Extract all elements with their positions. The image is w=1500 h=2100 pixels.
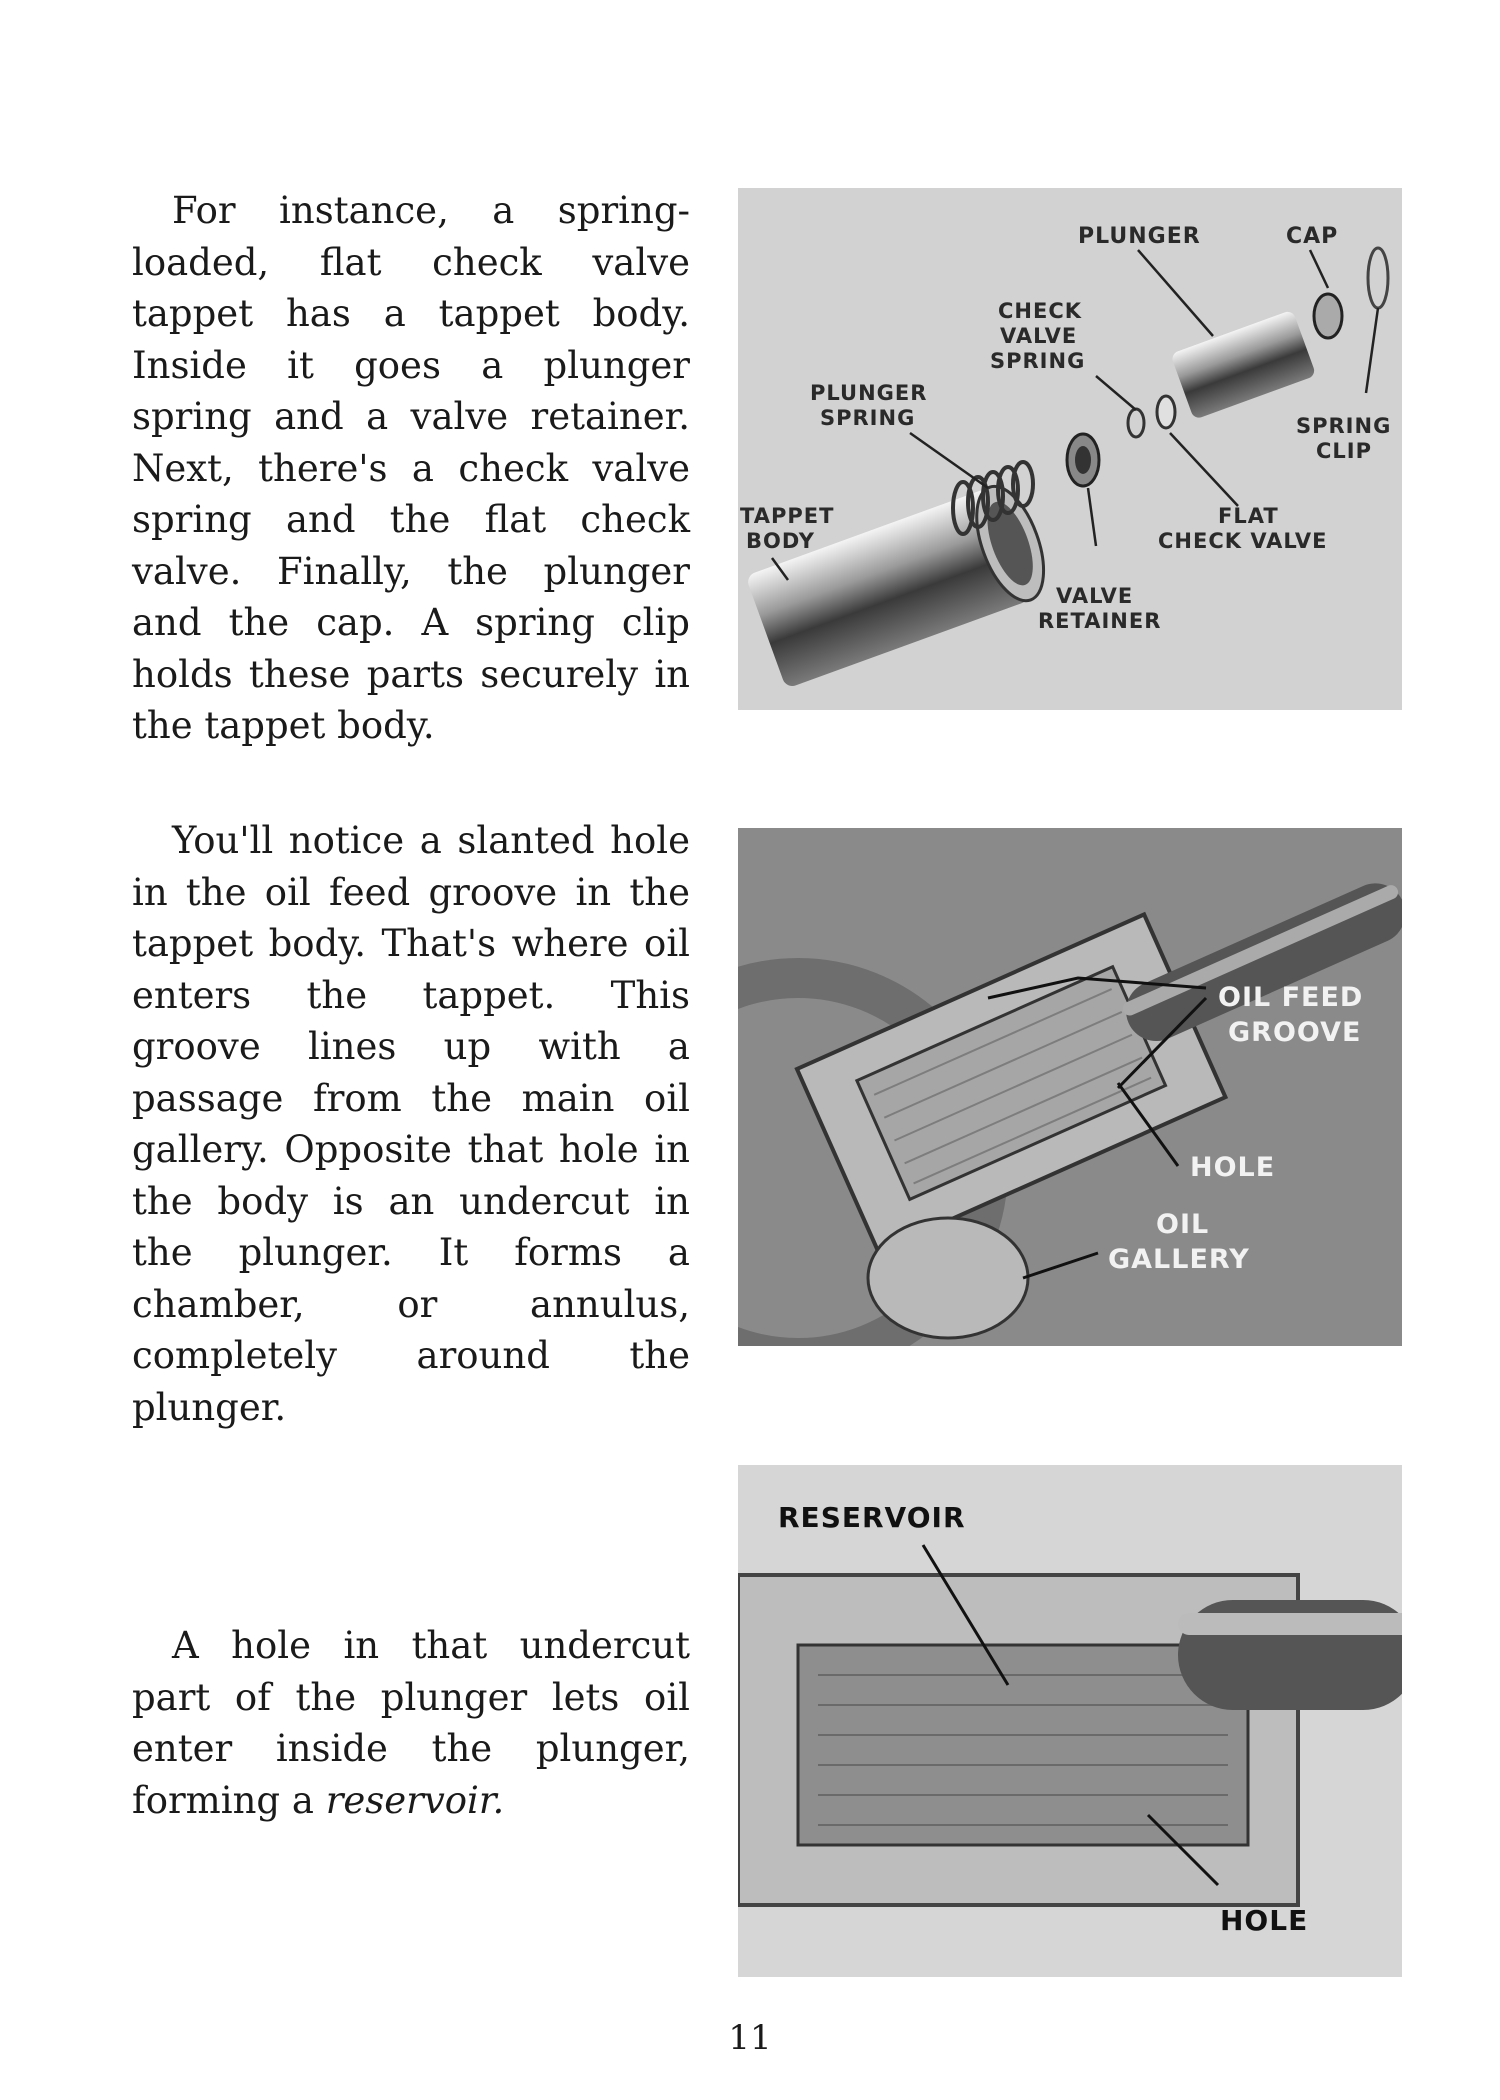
label-oil-feed-1: OIL FEED — [1218, 982, 1364, 1013]
label-hole: HOLE — [1220, 1904, 1309, 1937]
cap-part — [1314, 294, 1342, 338]
paragraph-text: You'll notice a slanted hole in the oil feed groove in the tappet body. That's where oil enters the tappet. This groove lines up with a passage from the main oil gallery. Opposite that hole in the body is an undercut in the plunger. It forms a chamber, or annulus, completely around the plunger. — [132, 819, 690, 1429]
paragraph-tappet-parts — [132, 185, 690, 752]
oil-gallery-shape — [868, 1218, 1028, 1338]
valve-retainer-part — [1067, 434, 1099, 486]
paragraph-emphasis: reservoir. — [325, 1778, 505, 1822]
paragraph-main-text: A hole in that undercut part of the plunger lets oil enter inside the plunger, forming a — [132, 1624, 690, 1822]
figure-exploded-tappet — [738, 188, 1402, 710]
label-valve-retainer-1: VALVE — [1056, 584, 1134, 608]
label-oil-gallery-2: GALLERY — [1108, 1244, 1250, 1275]
flat-check-valve-part — [1157, 396, 1175, 428]
label-reservoir: RESERVOIR — [778, 1501, 966, 1534]
label-plunger: PLUNGER — [1078, 224, 1201, 249]
label-check-valve-spring-3: SPRING — [990, 349, 1086, 373]
label-oil-gallery-1: OIL — [1156, 1209, 1210, 1240]
label-cap: CAP — [1286, 224, 1339, 249]
label-tappet-body-1: TAPPET — [740, 504, 835, 528]
label-plunger-spring-2: SPRING — [820, 406, 916, 430]
label-tappet-body-2: BODY — [746, 529, 815, 553]
label-hole: HOLE — [1190, 1152, 1276, 1183]
label-spring-clip-2: CLIP — [1316, 439, 1372, 463]
label-flat-check-valve-2: CHECK VALVE — [1158, 529, 1328, 553]
label-valve-retainer-2: RETAINER — [1038, 609, 1162, 633]
paragraph-text — [132, 1620, 690, 1826]
label-check-valve-spring-1: CHECK — [998, 299, 1083, 323]
figure-oil-feed-section — [738, 828, 1402, 1346]
paragraph-reservoir — [132, 1620, 690, 1826]
paragraph-text: For instance, a spring-loaded, flat check valve tappet has a tappet body. Inside it goes a plunger spring and a valve retainer. Next, there's a check valve spring and the flat check valve. Finally, the plunger and the cap. A spring clip holds these parts securely in the tappet body. — [132, 189, 690, 747]
reservoir-illustration — [738, 1465, 1402, 1977]
figure-reservoir-section — [738, 1465, 1402, 1977]
label-oil-feed-2: GROOVE — [1228, 1017, 1362, 1048]
page-number: 11 — [728, 2018, 772, 2058]
exploded-tappet-illustration — [738, 188, 1402, 710]
paragraph-oil-feed — [132, 815, 690, 1433]
label-check-valve-spring-2: VALVE — [1000, 324, 1078, 348]
oil-feed-illustration — [738, 828, 1402, 1346]
label-flat-check-valve-1: FLAT — [1218, 504, 1279, 528]
label-spring-clip-1: SPRING — [1296, 414, 1392, 438]
label-plunger-spring-1: PLUNGER — [810, 381, 928, 405]
